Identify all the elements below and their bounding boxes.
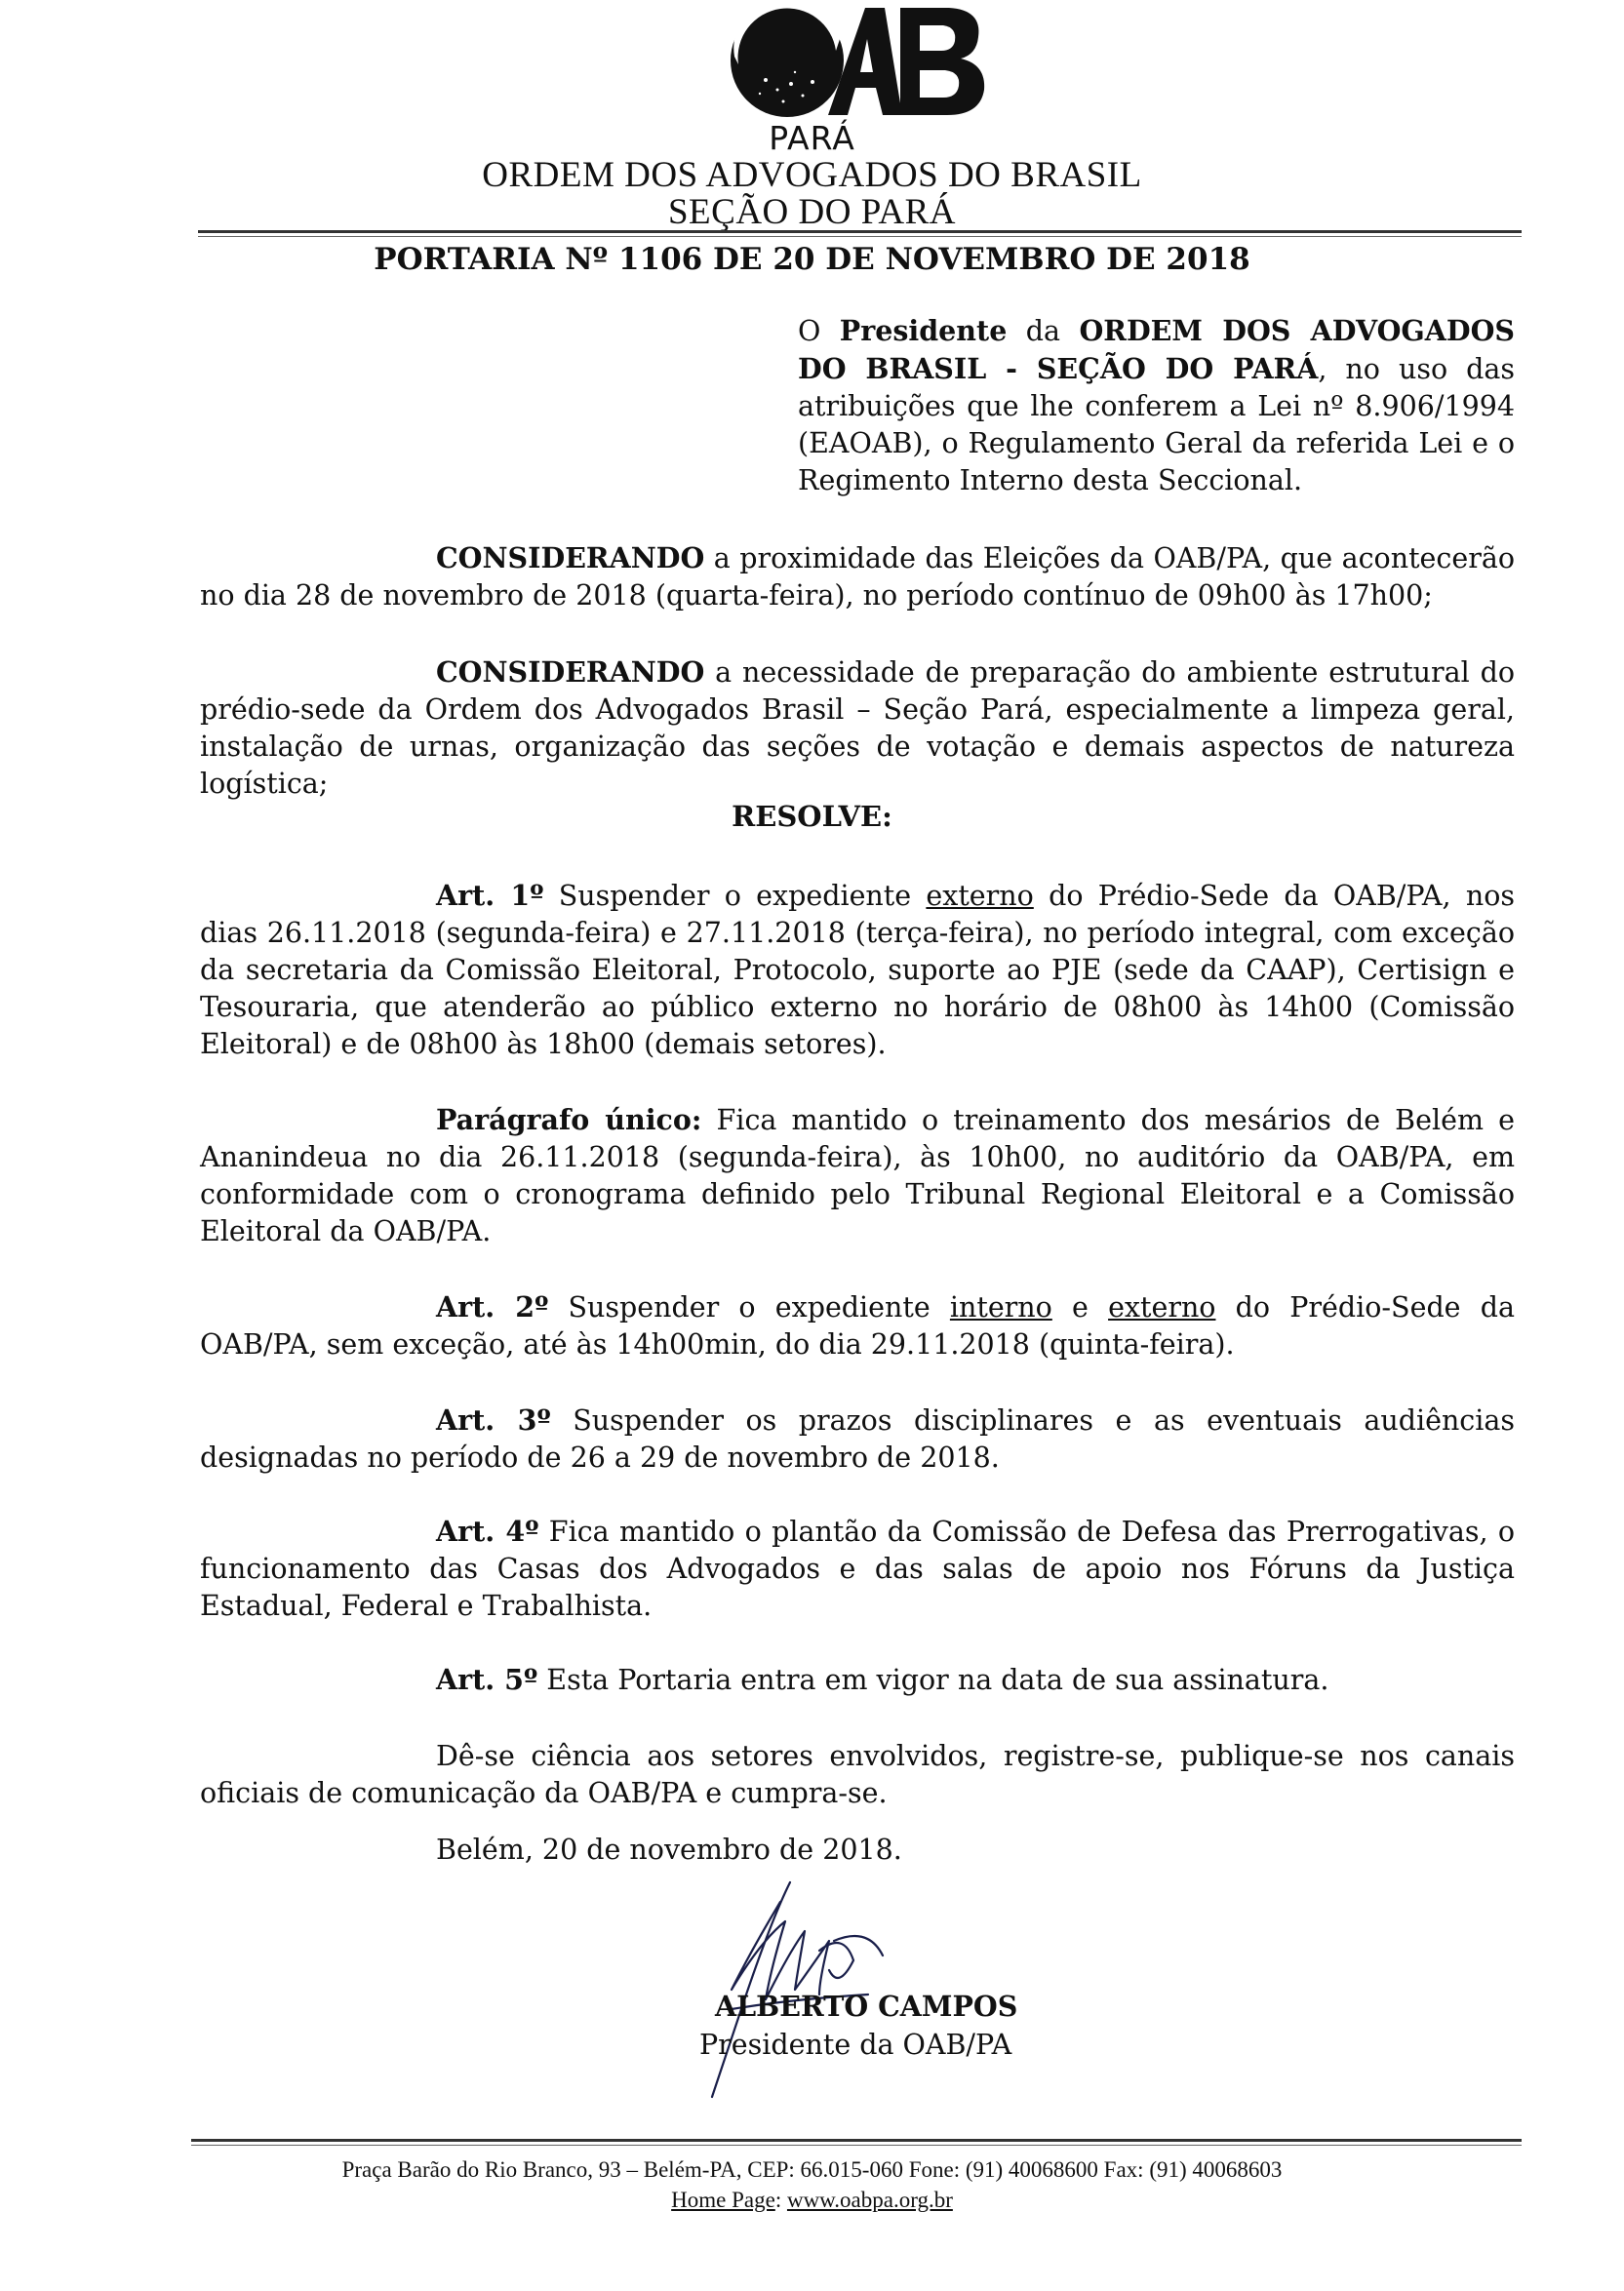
organization-name: ORDEM DOS ADVOGADOS DO BRASIL: [482, 155, 1142, 195]
article-3: Art. 3º Suspender os prazos disciplinares e as eventuais audiências designadas no período de 26 a 29 de novembro de 2018.: [200, 1403, 1516, 1474]
article-4: Art. 4º Fica mantido o plantão da Comissão de Defesa das Prerrogativas, o funcionamento das Casas dos Advogados e das salas de apoio nos Fóruns da Justiça Estadual, Federal e Trabalhista.: [200, 1515, 1515, 1622]
signatory-role: Presidente da OAB/PA: [699, 2029, 1012, 2061]
portaria-title: PORTARIA Nº 1106 DE 20 DE NOVEMBRO DE 2018: [374, 242, 1250, 277]
home-page-link[interactable]: www.oabpa.org.br: [786, 2188, 953, 2212]
header-rule-thin: [198, 236, 1522, 237]
presidente-label: Presidente: [839, 314, 1008, 347]
article-2: Art. 2º Suspender o expediente interno e externo do Prédio-Sede da OAB/PA, sem exceção, até às 14h00min, do dia 29.11.2018 (quinta-feira).: [200, 1290, 1515, 1361]
header-rule: [198, 230, 1522, 233]
footer-address: Praça Barão do Rio Branco, 93 – Belém-PA, CEP: 66.015-060 Fone: (91) 40068600 Fax: (91) 40068603: [341, 2157, 1283, 2182]
place-date: Belém, 20 de novembro de 2018.: [436, 1834, 902, 1866]
article-5: Art. 5º Esta Portaria entra em vigor na data de sua assinatura.: [436, 1663, 1329, 1696]
ciencia-paragraph: Dê-se ciência aos setores envolvidos, registre-se, publique-se nos canais oficiais de comunicação da OAB/PA e cumpra-se.: [200, 1740, 1515, 1809]
article-1: Art. 1º Suspender o expediente externo do Prédio-Sede da OAB/PA, nos dias 26.11.2018 (segunda-feira) e 27.11.2018 (terça-feira), no período integral, com exceção da secretaria da Comissão Eleitoral, Protocolo, suporte ao PJE (sede da CAAP), Certisign e Tesouraria, que atenderão ao público externo no horário de 08h00 às 14h00 (Comissão Eleitoral) e de 08h00 às 18h00 (demais setores).: [200, 879, 1515, 1060]
resolve-heading: RESOLVE:: [732, 800, 892, 833]
org-inline: ORDEM DOS ADVOGADOS DO BRASIL - SEÇÃO DO PARÁ: [798, 314, 1515, 385]
oab-logo: [727, 0, 990, 137]
footer-rule: [191, 2139, 1522, 2142]
paragrafo-unico: Parágrafo único: Fica mantido o treinamento dos mesários de Belém e Ananindeua no dia 26.11.2018 (segunda-feira), às 10h00, no auditório da OAB/PA, em conformidade com o cronograma definido pelo Tribunal Regional Eleitoral e a Comissão Eleitoral da OAB/PA.: [200, 1103, 1515, 1247]
handwritten-signature: [673, 1863, 966, 2107]
home-page-label: Home Page: [671, 2188, 775, 2212]
considerando-1: CONSIDERANDO a proximidade das Eleições da OAB/PA, que acontecerão no dia 28 de novembro de 2018 (quarta-feira), no período contínuo de 09h00 às 17h00;: [200, 541, 1515, 612]
signatory-name: ALBERTO CAMPOS: [715, 1990, 1018, 2023]
state-name: PARÁ: [769, 119, 855, 157]
footer-rule-thin: [191, 2145, 1522, 2146]
considerando-2: CONSIDERANDO a necessidade de preparação do ambiente estrutural do prédio-sede da Ordem dos Advogados Brasil – Seção Pará, especialmente a limpeza geral, instalação de urnas, organização das seções de votação e demais aspectos de natureza logística;: [200, 655, 1515, 800]
section-name: SEÇÃO DO PARÁ: [667, 192, 957, 232]
intro-paragraph: O Presidente da ORDEM DOS ADVOGADOS DO BRASIL - SEÇÃO DO PARÁ, no uso das atribuições que lhe conferem a Lei nº 8.906/1994 (EAOAB), o Regulamento Geral da referida Lei e o Regimento Interno desta Seccional.: [798, 314, 1515, 496]
footer-homepage: Home Page: www.oabpa.org.br: [671, 2188, 953, 2212]
